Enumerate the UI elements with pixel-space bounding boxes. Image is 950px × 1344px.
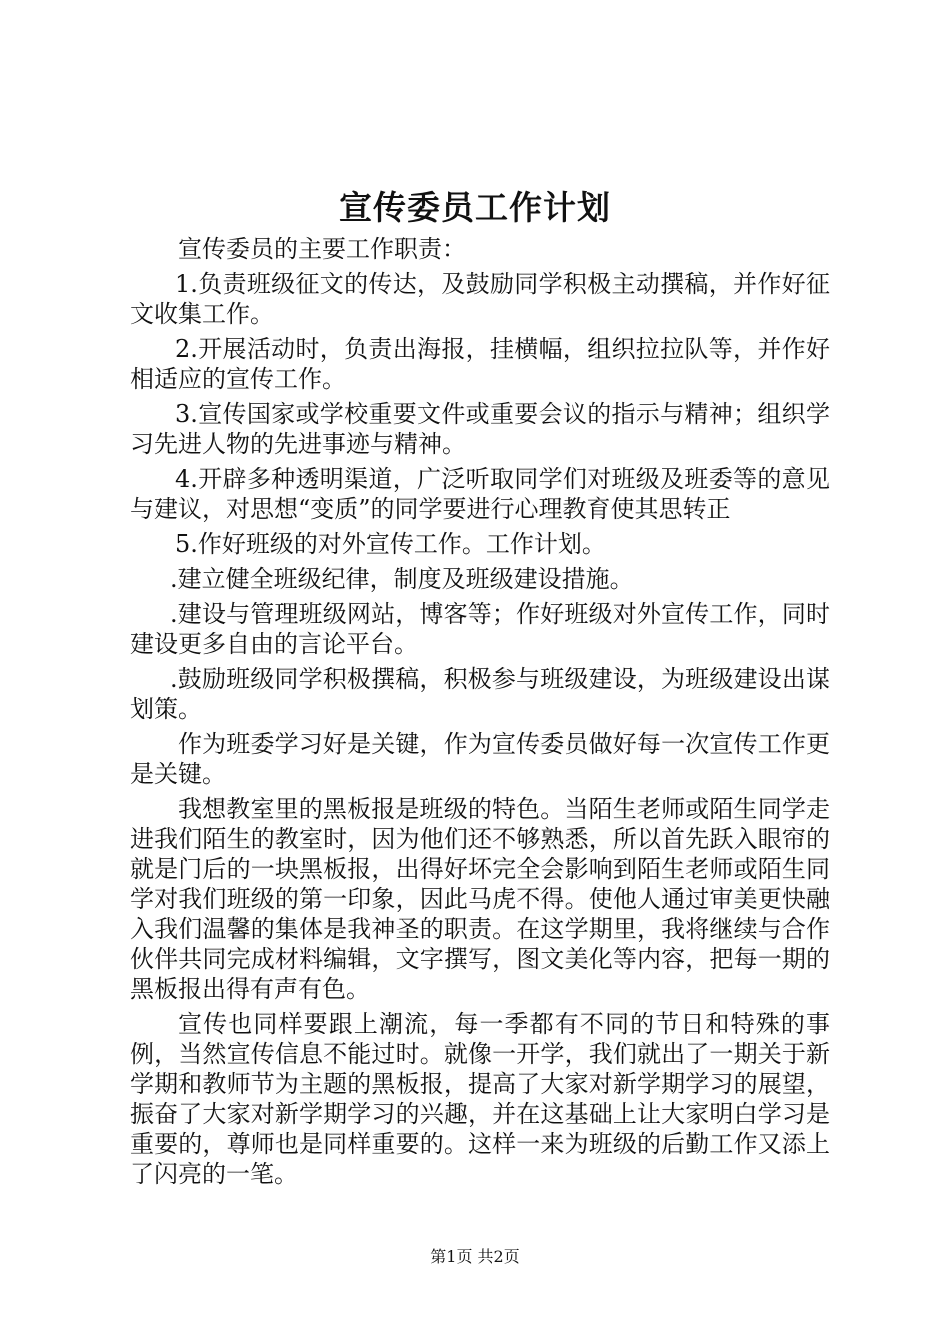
paragraph-duty-2: 2.开展活动时，负责出海报，挂横幅，组织拉拉队等，并作好相适应的宣传工作。 <box>130 335 830 393</box>
paragraph-plan-discipline: .建立健全班级纪律，制度及班级建设措施。 <box>170 565 634 593</box>
paragraph-duties-heading: 宣传委员的主要工作职责： <box>178 235 466 263</box>
paragraph-duty-1: 1.负责班级征文的传达，及鼓励同学积极主动撰稿，并作好征文收集工作。 <box>130 270 830 328</box>
page-footer: 第1页 共2页 <box>430 1247 520 1266</box>
paragraph-trends: 宣传也同样要跟上潮流，每一季都有不同的节日和特殊的事例，当然宣传信息不能过时。就像一开学，我们就出了一期关于新学期和教师节为主题的黑板报，提高了大家对新学期学习的展望，振奋了大家对新学期学习的兴趣，并在这基础上让大家明白学习是重要的，尊师也是同样重要的。这样一来为班级的后勤工作又添上了闪亮的一笔。 <box>130 1010 830 1188</box>
paragraph-blackboard: 我想教室里的黑板报是班级的特色。当陌生老师或陌生同学走进我们陌生的教室时，因为他们还不够熟悉，所以首先跃入眼帘的就是门后的一块黑板报，出得好坏完全会影响到陌生老师或陌生同学对我们班级的第一印象，因此马虎不得。使他人通过审美更快融入我们温馨的集体是我神圣的职责。在这学期里，我将继续与合作伙伴共同完成材料编辑，文字撰写，图文美化等内容，把每一期的黑板报出得有声有色。 <box>130 795 830 1003</box>
document-title: 宣传委员工作计划 <box>339 188 611 227</box>
paragraph-plan-website: .建设与管理班级网站，博客等；作好班级对外宣传工作，同时建设更多自由的言论平台。 <box>130 600 830 658</box>
document-body <box>130 234 830 1194</box>
paragraph-duty-4: 4.开辟多种透明渠道，广泛听取同学们对班级及班委等的意见与建议，对思想“变质”的同学要进行心理教育使其思转正 <box>130 465 830 523</box>
paragraph-duty-5: 5.作好班级的对外宣传工作。工作计划。 <box>175 530 606 558</box>
paragraph-plan-encourage: .鼓励班级同学积极撰稿，积极参与班级建设，为班级建设出谋划策。 <box>130 665 830 723</box>
paragraph-key-point: 作为班委学习好是关键，作为宣传委员做好每一次宣传工作更是关键。 <box>130 730 830 788</box>
paragraph-duty-3: 3.宣传国家或学校重要文件或重要会议的指示与精神；组织学习先进人物的先进事迹与精神。 <box>130 400 830 458</box>
